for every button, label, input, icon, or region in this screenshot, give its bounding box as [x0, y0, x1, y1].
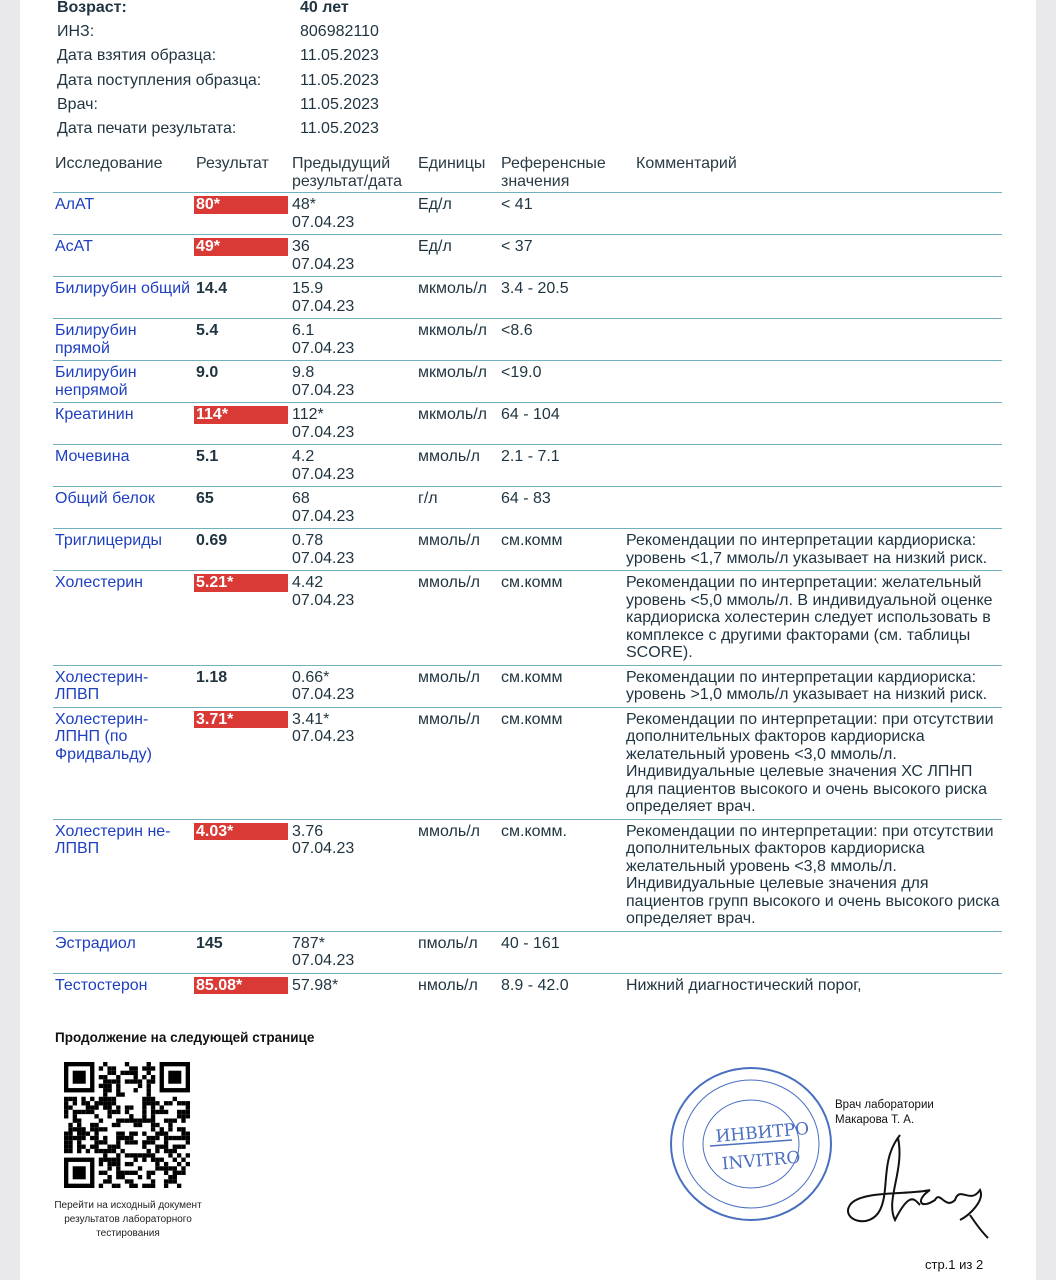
info-value: 806982110 [300, 23, 379, 41]
table-row [53, 973, 1002, 997]
svg-text:INVITRO: INVITRO [721, 1147, 802, 1175]
table-row [53, 361, 1002, 403]
info-value: 11.05.2023 [300, 119, 379, 137]
test-name[interactable]: Холестерин не-ЛПВП [55, 822, 171, 857]
info-value: 40 лет [300, 0, 349, 16]
previous-result [290, 319, 416, 361]
info-value: 11.05.2023 [300, 47, 379, 65]
result-cell [194, 361, 290, 403]
test-name[interactable]: Тестостерон [55, 976, 148, 994]
result-value: 49* [194, 238, 288, 256]
doctor-signature-block [835, 1098, 934, 1128]
reference-range: < 37 [501, 238, 533, 255]
reference-range: < 41 [501, 196, 533, 213]
reference-range: 40 - 161 [501, 934, 560, 952]
result-value: 65 [196, 490, 214, 507]
comment [624, 931, 1002, 973]
info-row [57, 0, 379, 20]
previous-date: 07.04.23 [292, 952, 355, 969]
doctor-title: Врач лаборатории [835, 1099, 934, 1111]
test-name[interactable]: Мочевина [55, 448, 130, 465]
result-value: 9.0 [196, 364, 219, 381]
comment [624, 403, 1002, 445]
units: ммоль/л [418, 668, 480, 686]
previous-result [290, 361, 416, 403]
result-value: 4.03* [194, 823, 288, 841]
previous-date: 07.04.23 [292, 381, 355, 399]
previous-result [290, 973, 416, 997]
result-cell [194, 235, 290, 277]
table-row [53, 277, 1002, 319]
result-cell [194, 973, 290, 997]
units: ммоль/л [418, 532, 480, 549]
result-value: 0.69 [196, 532, 228, 549]
reference-range: см.комм [501, 668, 563, 686]
result-cell [194, 193, 290, 235]
previous-value: 36 [292, 238, 310, 255]
test-name[interactable]: Билирубин общий [55, 280, 191, 297]
comment [624, 235, 1002, 277]
table-row [53, 319, 1002, 361]
col-test: Исследование [55, 155, 163, 172]
result-cell [194, 819, 290, 931]
units: Ед/л [418, 196, 452, 213]
col-reference: Референсные значения [501, 155, 606, 190]
table-header [53, 152, 1002, 193]
table-row [53, 235, 1002, 277]
table-row [53, 819, 1002, 931]
result-value: 5.1 [196, 448, 219, 465]
reference-range: 3.4 - 20.5 [501, 280, 569, 297]
previous-value: 9.8 [292, 364, 315, 381]
table-row [53, 707, 1002, 819]
units: мкмоль/л [418, 364, 487, 381]
previous-result [290, 445, 416, 487]
info-label: Дата поступления образца: [57, 71, 262, 89]
info-value: 11.05.2023 [300, 71, 379, 89]
table-row [53, 193, 1002, 235]
units: Ед/л [418, 238, 452, 255]
previous-date: 07.04.23 [292, 591, 355, 609]
previous-result [290, 277, 416, 319]
test-name[interactable]: Общий белок [55, 490, 155, 507]
table-row [53, 665, 1002, 707]
info-row [57, 69, 379, 93]
info-label: Врач: [57, 95, 98, 113]
reference-range: см.комм. [501, 822, 567, 840]
result-cell [194, 445, 290, 487]
info-label: Возраст: [57, 0, 127, 16]
results-table [53, 152, 1002, 997]
previous-result [290, 193, 416, 235]
result-cell [194, 707, 290, 819]
result-value: 3.71* [194, 711, 288, 729]
previous-value: 112* [292, 406, 324, 423]
comment [624, 277, 1002, 319]
previous-result [290, 665, 416, 707]
result-cell [194, 529, 290, 571]
units: пмоль/л [418, 934, 478, 952]
previous-result [290, 707, 416, 819]
comment: Рекомендации по интерпретации: желательный уровень <5,0 ммоль/л. В индивидуальной оценке кардиориска холестерин следует использовать в комплексе с другими факторами (см. таблицы SCORE). [626, 574, 993, 661]
table-row [53, 403, 1002, 445]
previous-value: 15.9 [292, 280, 324, 297]
result-cell [194, 487, 290, 529]
table-row [53, 931, 1002, 973]
previous-date: 07.04.23 [292, 297, 355, 315]
units: ммоль/л [418, 710, 480, 728]
report-page [20, 0, 1036, 1280]
previous-date: 07.04.23 [292, 423, 355, 441]
doctor-name: Макарова Т. А. [835, 1114, 915, 1126]
previous-value: 4.42 [292, 574, 324, 591]
page-number: стр.1 из 2 [925, 1257, 984, 1272]
previous-result [290, 819, 416, 931]
reference-range: 2.1 - 7.1 [501, 448, 560, 465]
previous-value: 4.2 [292, 448, 315, 465]
previous-value: 3.41* [292, 710, 330, 728]
result-value: 114* [194, 406, 288, 424]
comment: Рекомендации по интерпретации: при отсутствии дополнительных факторов кардиориска желательный уровень <3,8 ммоль/л. Индивидуальные целевые значения для пациентов групп высокого и очень высокого риска определяет врач. [626, 822, 1000, 927]
test-name[interactable]: Билирубин непрямой [55, 364, 137, 399]
info-label: Дата печати результата: [57, 119, 237, 137]
comment [624, 487, 1002, 529]
result-cell [194, 571, 290, 666]
test-name[interactable]: Холестерин-ЛПВП [55, 668, 149, 703]
previous-date: 07.04.23 [292, 728, 355, 745]
result-value: 1.18 [196, 668, 228, 686]
reference-range: 64 - 104 [501, 406, 560, 423]
units: ммоль/л [418, 448, 480, 465]
previous-value: 0.78 [292, 532, 324, 549]
table-row [53, 487, 1002, 529]
result-cell [194, 665, 290, 707]
comment [624, 445, 1002, 487]
previous-date: 07.04.23 [292, 339, 355, 357]
info-value: 11.05.2023 [300, 95, 379, 113]
info-row [57, 117, 379, 141]
comment: Нижний диагностический порог, [626, 976, 862, 994]
previous-value: 48* [292, 196, 317, 213]
svg-text:ИНВИТРО: ИНВИТРО [714, 1118, 810, 1148]
test-name[interactable]: Креатинин [55, 406, 134, 423]
units: мкмоль/л [418, 406, 487, 423]
previous-result [290, 529, 416, 571]
result-value: 5.21* [194, 574, 288, 592]
reference-range: 64 - 83 [501, 490, 551, 507]
previous-date: 07.04.23 [292, 507, 355, 525]
info-label: Дата взятия образца: [57, 47, 217, 65]
previous-value: 787* [292, 934, 325, 952]
qr-caption: Перейти на исходный документ результатов лабораторного тестирования [54, 1200, 202, 1239]
previous-value: 68 [292, 490, 310, 507]
result-cell [194, 931, 290, 973]
reference-range: <19.0 [501, 364, 542, 381]
table-row [53, 529, 1002, 571]
test-name[interactable]: Холестерин [55, 574, 143, 591]
signature [820, 1130, 990, 1240]
units: ммоль/л [418, 822, 480, 840]
test-name[interactable]: АсАТ [55, 238, 93, 255]
reference-range: <8.6 [501, 322, 533, 339]
continued-note: Продолжение на следующей странице [55, 1030, 315, 1045]
invitro-stamp [660, 1064, 842, 1224]
previous-value: 0.66* [292, 668, 330, 686]
previous-result [290, 403, 416, 445]
test-name[interactable]: АлАТ [55, 196, 95, 213]
comment [624, 361, 1002, 403]
comment: Рекомендации по интерпретации кардиориска: уровень <1,7 ммоль/л указывает на низкий риск. [626, 532, 988, 567]
previous-date: 07.04.23 [292, 465, 355, 483]
comment: Рекомендации по интерпретации кардиориска: уровень >1,0 ммоль/л указывает на низкий риск. [626, 668, 988, 703]
reference-range: см.комм [501, 710, 563, 728]
previous-date: 07.04.23 [292, 255, 355, 273]
previous-result [290, 931, 416, 973]
previous-result [290, 571, 416, 666]
result-cell [194, 403, 290, 445]
test-name[interactable]: Билирубин прямой [55, 322, 137, 357]
units: мкмоль/л [418, 322, 487, 339]
units: ммоль/л [418, 574, 480, 591]
units: нмоль/л [418, 976, 478, 994]
col-comment: Комментарий [636, 155, 737, 172]
reference-range: см.комм [501, 574, 563, 591]
test-name[interactable]: Эстрадиол [55, 934, 136, 952]
previous-date: 07.04.23 [292, 213, 355, 231]
result-value: 85.08* [194, 977, 288, 995]
info-row [57, 20, 379, 44]
reference-range: см.комм [501, 532, 563, 549]
previous-date: 07.04.23 [292, 549, 355, 567]
result-cell [194, 277, 290, 319]
previous-date: 07.04.23 [292, 686, 355, 703]
result-cell [194, 319, 290, 361]
table-row [53, 571, 1002, 666]
units: г/л [418, 490, 438, 507]
previous-value: 57.98* [292, 976, 339, 994]
col-units: Единицы [418, 155, 486, 172]
result-value: 80* [194, 196, 288, 214]
previous-value: 3.76 [292, 822, 324, 840]
previous-result [290, 235, 416, 277]
previous-value: 6.1 [292, 322, 315, 339]
result-value: 145 [196, 934, 223, 952]
table-row [53, 445, 1002, 487]
qr-code[interactable] [64, 1062, 190, 1188]
col-result: Результат [196, 155, 269, 172]
info-row [57, 44, 379, 68]
previous-date: 07.04.23 [292, 840, 355, 857]
patient-info [57, 0, 379, 141]
col-previous: Предыдущий результат/дата [292, 155, 403, 190]
comment [624, 193, 1002, 235]
info-label: ИНЗ: [57, 23, 95, 41]
test-name[interactable]: Триглицериды [55, 532, 163, 549]
test-name[interactable]: Холестерин-ЛПНП (по Фридвальду) [55, 710, 152, 763]
comment [624, 319, 1002, 361]
result-value: 14.4 [196, 280, 228, 297]
reference-range: 8.9 - 42.0 [501, 976, 569, 994]
info-row [57, 93, 379, 117]
comment: Рекомендации по интерпретации: при отсутствии дополнительных факторов кардиориска желательный уровень <3,0 ммоль/л. Индивидуальные целевые значения ХС ЛПНП для пациентов высокого и очень высокого риска определяет врач. [626, 710, 994, 815]
previous-result [290, 487, 416, 529]
units: мкмоль/л [418, 280, 487, 297]
result-value: 5.4 [196, 322, 219, 339]
